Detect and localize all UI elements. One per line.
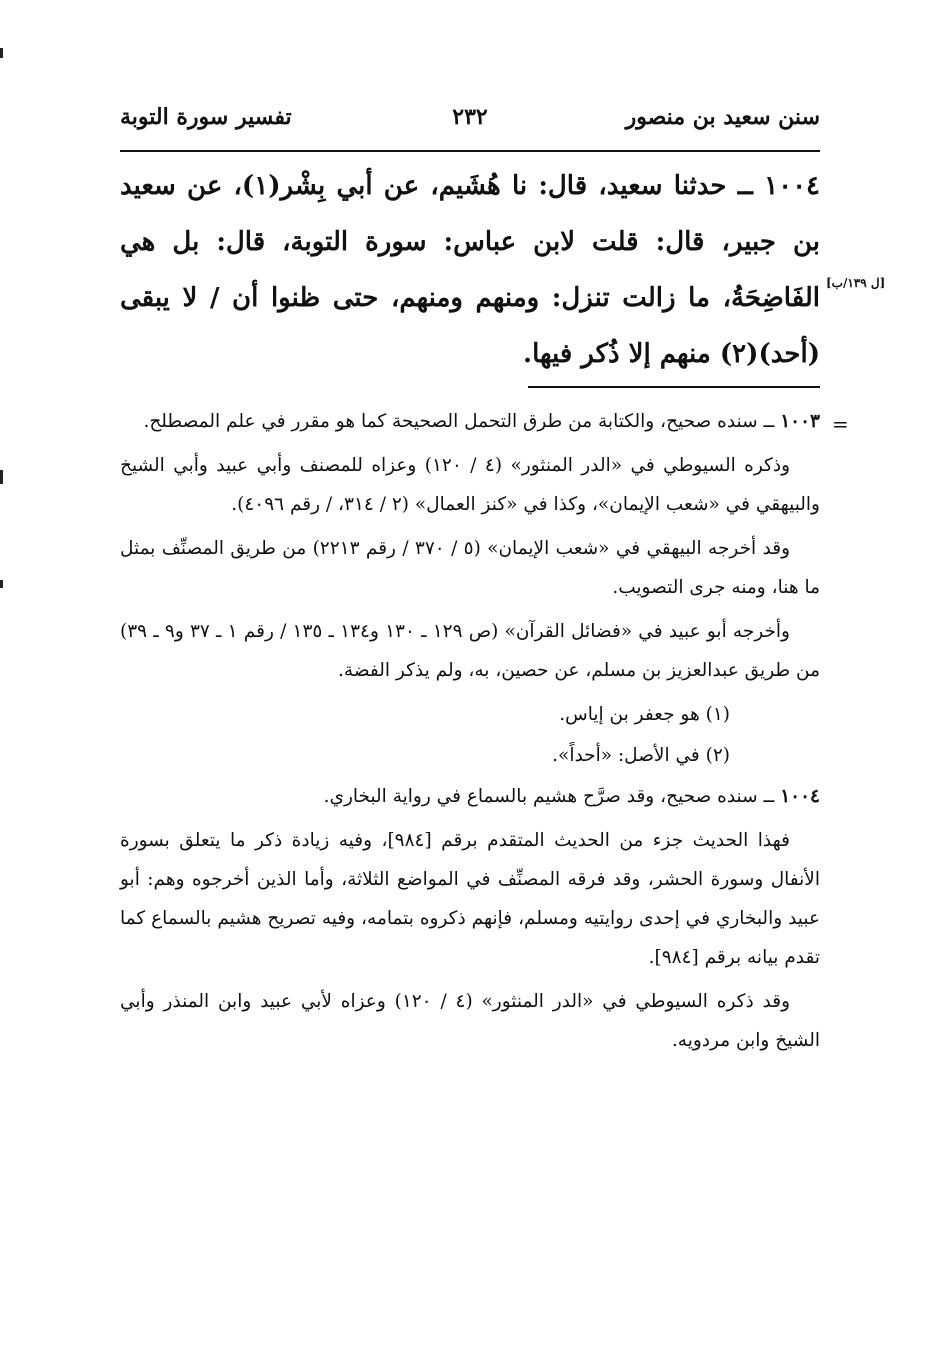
scan-edge-mark xyxy=(0,48,3,58)
note-text: ــ سنده صحيح، وقد صرَّح هشيم بالسماع في رواية البخاري. xyxy=(323,786,775,807)
hadith-text xyxy=(120,158,820,382)
header-rule xyxy=(120,150,820,152)
note-number: ١٠٠٤ xyxy=(780,786,820,807)
note-number: ١٠٠٣ xyxy=(780,411,820,432)
page-number: ٢٣٢ xyxy=(452,104,488,130)
commentary xyxy=(120,402,820,1065)
chapter-title: تفسير سورة التوبة xyxy=(120,104,292,130)
hadith-number: ١٠٠٤ xyxy=(764,171,820,201)
footnote-2: (٢) في الأصل: «أحداً». xyxy=(552,745,730,766)
footnote-1: (١) هو جعفر بن إياس. xyxy=(559,704,730,725)
scan-edge-mark xyxy=(0,580,3,588)
commentary-paragraph: وأخرجه أبو عبيد في «فضائل القرآن» (ص ١٢٩ ـ ١٣٠ و١٣٤ ـ ١٣٥ / رقم ١ ـ ٣٧ و٩ ـ ٣٩) من طريق عبدالعزيز بن مسلم، عن حصين، به، ولم يذكر الفضة. xyxy=(120,621,820,681)
continuation-mark: = xyxy=(832,412,849,436)
commentary-paragraph: فهذا الحديث جزء من الحديث المتقدم برقم [٩٨٤]، وفيه زيادة ذكر ما يتعلق بسورة الأنفال وسورة الحشر، وقد فرقه المصنِّف في المواضع الثلاثة، وأما الذين أخرجوه وهم: أبو عبيد والبخاري في إحدى روايتيه ومسلم، فإنهم ذكروه بتمامه، وفيه تصريح هشيم بالسماع كما تقدم بيانه برقم [٩٨٤]. xyxy=(120,830,820,968)
running-header xyxy=(120,104,820,144)
hadith-body: ــ حدثنا سعيد، قال: نا هُشَيم، عن أبي بِشْر(١)، عن سعيد بن جبير، قال: قلت لابن عباس: سورة التوبة، قال: بل هي الفَاضِحَةُ، ما زالت تنزل: ومنهم ومنهم، حتى ظنوا أن / لا يبقى (أحد)(٢) منهم إلا ذُكر فيها. xyxy=(120,171,820,369)
note-1004 xyxy=(120,777,820,816)
manuscript-margin-reference: [ل ١٣٩/ب] xyxy=(826,276,886,290)
scan-edge-mark xyxy=(0,470,3,484)
note-1003 xyxy=(120,402,820,441)
footnote-rule xyxy=(528,386,820,388)
book-title: سنن سعيد بن منصور xyxy=(625,104,820,130)
note-text: ــ سنده صحيح، والكتابة من طرق التحمل الصحيحة كما هو مقرر في علم المصطلح. xyxy=(143,411,775,432)
commentary-paragraph: وقد أخرجه البيهقي في «شعب الإيمان» (٥ / ٣٧٠ / رقم ٢٢١٣) من طريق المصنِّف بمثل ما هنا، ومنه جرى التصويب. xyxy=(120,538,820,598)
commentary-paragraph: وقد ذكره السيوطي في «الدر المنثور» (٤ / ١٢٠) وعزاه لأبي عبيد وابن المنذر وأبي الشيخ وابن مردويه. xyxy=(120,991,820,1051)
commentary-paragraph: وذكره السيوطي في «الدر المنثور» (٤ / ١٢٠) وعزاه للمصنف وأبي عبيد وأبي الشيخ والبيهقي في «شعب الإيمان»، وكذا في «كنز العمال» (٢ / ٣١٤، / رقم ٤٠٩٦). xyxy=(120,455,820,515)
